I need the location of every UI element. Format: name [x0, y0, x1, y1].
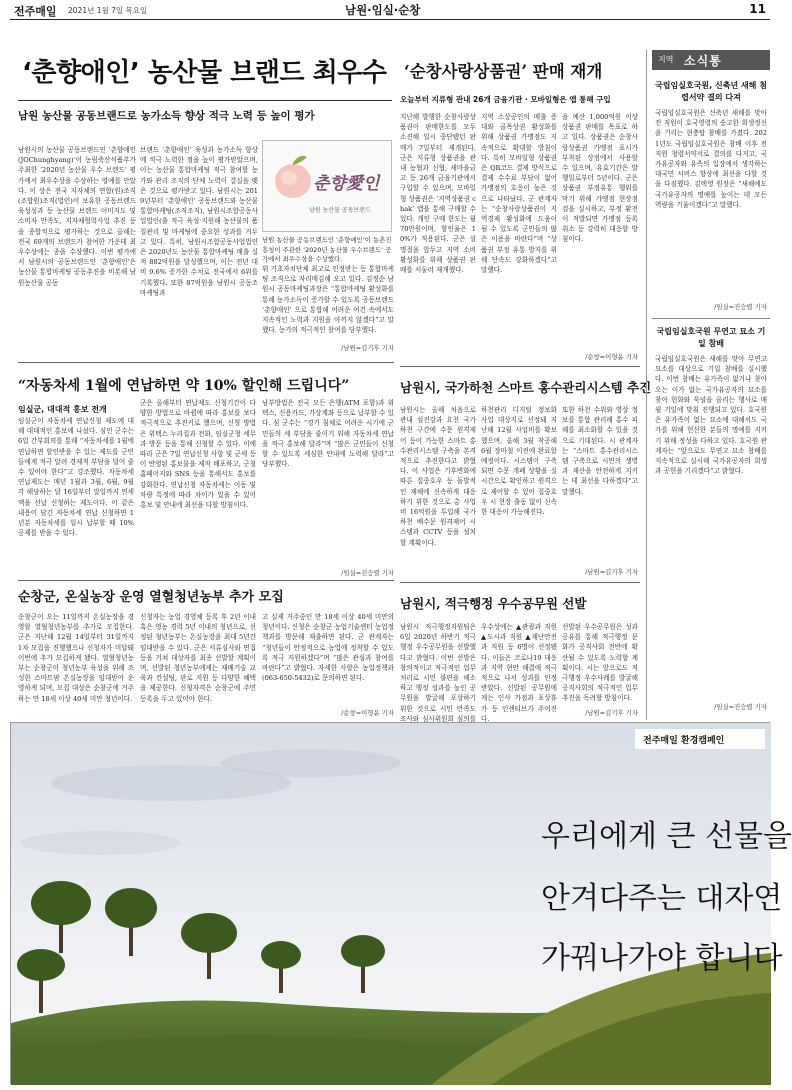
flood-col-2: 하천관리 디지털 정보화 사업 대상지로 선정돼 지난해 12월 사업비를 확보했으며, 올해 3월 착공해 6월 장마철 이전에 완료할 예정이다. 시스템이 구축되면 수문 개폐 상황을 실시간으로 확인하고 원격으로 제어할 수 있어 집중호우 시 현장 출동 없이 신속한 대응이 가능해진다.	[481, 406, 557, 517]
voucher-col-2: 지역 소상공인의 매출 증대와 골목상권 활성화를 위해 상품권 가맹점도 지속적으로 확대할 방침이다. 특히 모바일형 상품권은 QR코드 결제 방식으로 결제 수수료 부담이 없어 가맹점의 호응이 높은 것으로 나타났다. 군 관계자는 “순창사랑상품권이 지역경제 활성화에 도움이 될 수 있도록 군민들의 많은 이용을 바란다”며 “상품권 부정 유통 방지를 위해 단속도 강화하겠다”고 말했다.	[481, 113, 557, 275]
lead-photo-caption: 남원 농산물 공동브랜드인 ‘춘향애인’이 농촌진흥청이 주관한 ‘2020년 농산물 우수브랜드’ 공가에서 최우수상을 수상했다.	[262, 236, 392, 263]
lead-rule	[18, 100, 392, 101]
sidebar-item2-byline: /임실=진승렬 기자	[714, 703, 767, 711]
youth-col-3: 고 실제 거주중인 만 18세 이상 40세 미만의 청년이다. 신청은 순창군 농업기술센터 농업정책과를 방문해 제출하면 된다. 군 관계자는 “청년들이 안정적으로 농업에 정착할 수 있도록 적극 지원하겠다”며 “많은 관심과 참여를 바란다”고 밝혔다. 자세한 사항은 농업정책과(063-650-5432)로 문의하면 된다.	[262, 613, 394, 683]
flood-headline: 남원시, 국가하천 스마트 홍수관리시스템 추진	[400, 380, 652, 395]
cheap-col-1: 임실군이 자동차세 연납신청 제도에 대해 대대적인 홍보에 나섰다. 심민 군수는 6일 간부회의를 통해 “자동차세를 1월에 연납하면 할인받을 수 있는 제도를 군민들에게 적극 알려 경제적 부담을 덜어 줄 수 있어야 한다”고 강조했다. 자동차세 연납제도는 매년 1월과 3월, 6월, 9월 각 해당하는 달 16일부터 말일까지 연세액을 선납 신청하는 제도이다. 이 같은 내용이 담긴 자동차세 연납 신청하면 1년분 자동차세를 일시 납부할 때 10% 공제를 받을 수 있다.	[18, 417, 134, 538]
divider-b	[400, 366, 640, 367]
campaign-line-1: 우리에게 큰 선물을	[541, 819, 792, 854]
lead-col-3: 위 기초자치단체 최고로 인정받는 등 통합마케팅 조직으로 자리매김해 오고 있다. 김정순 남원시 공동마케팅과장은 “통합마케팅 활성화를 통해 농가소득이 증가할 수 있도록 공동브랜드 ‘춘향애인’ 으로 통합해 어려운 여건 속에서도 지속적인 노력과 지원을 아끼지 않겠다”고 말했다. 농가의 적극적인 참여를 당부했다.	[262, 265, 394, 335]
campaign-line-3: 가꿔나가야 합니다	[541, 941, 783, 976]
sidebar-label: 소식통	[684, 54, 722, 68]
official-headline: 남원시, 적극행정 우수공무원 선발	[400, 596, 587, 611]
voucher-byline: /순창=이형윤 기자	[585, 353, 638, 361]
lead-byline: /남원=김기후 기자	[341, 344, 394, 352]
lead-col-1: 남원시의 농산물 공동브랜드인 ‘춘향애인(JOChunghyang)’이 농림축산식품부가 주최한 ‘2020년 농산물 우수 브랜드’ 평가에서 최우수상을 수상하는 영예를 안았다. 이 상은 전국 지자체의 연합(원)조직(조합원)조직(법인)이 보유한 공동브랜드 육성성과 등 농산물 브랜드 이미지도 및 소비자 만족도, 지자체협력사업 추진 등을 종합적으로 평가하는 것으로 올해는 전국 69개의 브랜드가 참여한 가운데 최우수상에는 종을 수상했다. 이번 평가에서 남원시의 공동브랜드인 ‘춘향애인’은 농산물 통합마케팅 공동추진을 비롯해 남원농산물 공동	[18, 146, 136, 287]
sidebar-tag: 지역	[658, 55, 674, 64]
official-col-2: 우수상에는 ▲관광과 직원 ▲도시과 직원 ▲재난안전과 직원 등 6명이 선정됐다. 이들은 코로나19 대응과 지역 현안 해결에 적극적으로 나서 성과를 인정받았다. 선발된 공무원에게는 인사 가점과 포상휴가 등 인센티브가 주어진다.	[481, 623, 557, 723]
lead-logo-image	[262, 140, 392, 232]
divider-c	[18, 580, 394, 581]
page-number: 11	[749, 2, 766, 16]
masthead-paper: 전주매일	[14, 5, 57, 18]
masthead-section: 남원·임실·순창	[345, 3, 421, 17]
sidebar-item2-title: 국립임실호국원 무연고 묘소 기일 참배	[656, 327, 766, 348]
campaign-label: 전주매일 환경캠페인	[643, 736, 725, 746]
campaign-line-2: 안겨다주는 대자연	[541, 881, 783, 916]
divider-d	[400, 582, 640, 583]
campaign-ad	[10, 722, 792, 1084]
official-col-3: 선발된 우수공무원은 성과 공유를 통해 적극행정 문화가 공직사회 전반에 확산될 수 있도록 노력할 계획이다. 시는 앞으로도 적극행정 우수사례를 발굴해 공직사회의 적극적인 업무 추진을 독려할 방침이다.	[562, 623, 638, 703]
masthead	[10, 0, 770, 20]
youth-col-2: 신청자는 농업 경영체 등록 후 2년 이내 혹은 영농 경력 5년 이내의 청년으로, 선정된 청년농부는 온실농장을 최대 5년간 임대받을 수 있다. 군은 서류심사와 면접 등을 거쳐 대상자를 최종 선발할 계획이며, 선발된 청년농부에게는 재배기술 교육과 컨설팅, 판로 지원 등 다양한 혜택을 제공한다. 신청자격은 순창군에 주민등록을 두고 있어야 한다.	[140, 613, 256, 703]
lead-col-2: 브랜드 ‘춘향애인’ 육성과 농가소득 향상에 적극 노력한 점을 높이 평가받았으며, 이는 농산물 통합마케팅 적극 참여할 농가와 관리 조직의 단체 노력이 결실을 맺은 것으로 평가받고 있다. 남원시는 2019년부터 ‘춘향애인’ 공동브랜드와 농산물통합마케팅(조직조직), 남원시조합공동사업법인(출 적극 육성·지원해 농산물의 품질관리 및 마케팅에 중요한 성과를 거두고 있다. 특히, 남원시조합공동사업법인은 2020년도 농산물 통합마케팅 매출 실적 882억원을 달성했으며, 이는 전년 대비 9.6% 증가한 수치로 전국에서 6위를 기록했다. 또한 87억원을 남원시 공동조 마케팅과	[140, 146, 258, 297]
youth-headline: 순창군, 온실농장 운영 열혈청년농부 추가 모집	[18, 590, 284, 605]
youth-col-1: 순창군이 오는 11일까지 온실농장을 경영할 열혈청년농부를 추가로 모집한다. 군은 지난해 12월 14일부터 31일까지 1차 모집을 진행했으나 신청자가 미달돼 이번에 추가 모집하게 됐다. 열혈청년농부는 순창군이 청년농부 육성을 위해 조성한 스마트팜 온실농장을 임대받아 운영하게 되며, 모집 대상은 순창군에 거주하는 만 18세 이상 40세 미만 청년이다.	[18, 613, 134, 703]
cheap-col-2: 군은 올해부터 연납제도 신청기간이 다양한 방법으로 바뀜에 따라 홍보를 보다 적극적으로 추진키로 했으며, 신청 방법은 위택스 누리집과 전화, 임실군청 세무과 방문 등을 통해 신청할 수 있다. 이에 따라 군은 7일 연납신청 사항 및 군세 등이 반영된 홍보물을 제작 배포하고, 군청 홈페이지와 SNS 등을 통해서도 홍보를 강화한다. 연납신청 자동차세는 이동 및 차량 특정에 따라 차이가 있을 수 있어 홍보 및 안내에 최선을 다할 방침이다.	[140, 399, 256, 510]
logo-text: 춘향愛인	[313, 174, 380, 194]
lead-headline: ‘춘향애인’ 농산물 브랜드 최우수	[22, 58, 387, 88]
cheap-byline: /임실=진승렬 기자	[341, 569, 394, 577]
official-col-1: 남원시 적극행정지원팀은 6일 2020년 하반기 적극행정 우수공무원을 선발했다고 밝혔다. 이번 선발은 창의적이고 적극적인 업무 처리로 시민 불편을 해소하고 행정 성과를 높인 공무원을 발굴해 포상하기 위한 것으로 시민 만족도 조사와 심사위원회 심의를	[400, 623, 476, 723]
sidebar-item1-title: 국립임실호국원, 신축년 새해 첨렵서약 결의 다져	[655, 81, 767, 102]
voucher-col-1: 지난해 발행한 순창사랑상품권이 판매한도를 모두 소진해 일시 중단됐던 판매가 7일부터 재개된다. 군은 지류형 상품권을 관내 농협과 신협, 새마을금고 등 26개 금융기관에서 구입할 수 있으며, 모바일형 상품권은 ‘지역상품권 chak’ 앱을 통해 구매할 수 있다. 개인 구매 한도는 월 70만원이며, 할인율은 10%가 적용된다. 군은 설 명절을 앞두고 지역 소비 활성화를 위해 상품권 판매를 서둘러 재개했다.	[400, 113, 476, 275]
masthead-date: 2021년 1월 7일 목요일	[68, 6, 148, 15]
youth-byline: /순창=이형윤 기자	[341, 709, 394, 717]
sidebar-item1-byline: /임실=진승렬 기자	[714, 303, 767, 311]
sidebar-item2-body: 국립임실호국원은 새해를 맞아 무연고 묘소를 대상으로 기일 참배를 실시했다. 이번 참배는 유가족이 없거나 찾아오는 이가 없는 국가유공자의 묘소를 찾아 헌화와 묵념을 올리는 행사로 매월 기일에 맞춰 진행되고 있다. 호국원은 유가족이 없는 묘소에 대해서도 국가를 위해 헌신한 분들의 명예를 지키기 위해 정성을 다하고 있다. 호국원 관계자는 “앞으로도 무연고 묘소 참배를 지속적으로 실시해 국가유공자의 희생과 공헌을 기리겠다”고 밝혔다.	[655, 355, 767, 476]
cheap-headline: “자동차세 1월에 연납하면 약 10% 할인해 드립니다”	[18, 378, 350, 394]
flood-col-1: 남원시는 올해 처음으로 관내 섬진강과 요천 국가하천 구간에 수문 원격제어 등이 가능한 스마트 홍수관리시스템 구축을 본격적으로 추진한다고 밝혔다. 이 사업은 기후변화에 따른 집중호우 등 돌발적인 재해에 신속하게 대응하기 위한 것으로 총 사업비 16억원을 투입해 국가하천 배수문 원격제어 시스템과 CCTV 등을 설치할 계획이다.	[400, 406, 476, 547]
voucher-sub: 오늘부터 지류형 관내 26개 금융기관 · 모바일형은 앱 통해 구입	[400, 95, 611, 104]
logo-caption: 남원 농산물 공동브랜드	[309, 207, 371, 214]
lead-subheadline: 남원 농산물 공동브랜드로 농가소득 향상 적극 노력 등 높이 평가	[18, 110, 315, 122]
official-byline: /남원=김기후 기자	[585, 709, 638, 717]
flood-col-3: 또한 하천 수위와 영상 정보를 통합 관리해 홍수 피해를 최소화할 수 있을 것으로 기대된다. 시 관계자는 “스마트 홍수관리시스템 구축으로 시민의 생명과 재산을 안전하게 지키는 데 최선을 다하겠다”고 말했다.	[562, 406, 638, 496]
sidebar-divider	[652, 318, 770, 319]
sidebar-rule	[646, 50, 647, 720]
voucher-col-3: 을 예산 1,000억원 이상 상품권 판매를 목표로 하고 있다. 상품권은 순창사랑상품권 가맹점 표시가 부착된 상점에서 사용할 수 있으며, 유효기간은 발행일로부터 5년이다. 군은 상품권 부정유통 행위를 막기 위해 가맹점 현장점검을 실시하고, 부정 환전이 적발되면 가맹점 등록 취소 등 강력히 대응할 방침이다.	[562, 113, 638, 244]
voucher-headline: ‘순창사랑상품권’ 판매 재개	[404, 62, 603, 81]
campaign-label-box	[635, 729, 765, 749]
flood-byline: /남원=김기후 기자	[585, 568, 638, 576]
divider-a	[18, 362, 394, 363]
cheap-sub: 임실군, 대대적 홍보 전개	[18, 405, 107, 414]
sidebar-item1-body: 국립임실호국원은 신축년 새해를 맞아 전 직원이 호국영령의 숭고한 희생정신을 기리는 현충탑 참배를 가졌다. 2021년도 국립임실호국원은 참배 이후 전 직원 청렴서약서로 결의를 다지고, 국가유공자와 유족의 입장에서 생각하는 대국민 서비스 향상에 최선을 다할 것을 다짐했다. 김택영 원장은 “새해에도 국가유공자의 명예를 높이는 데 모든 역량을 기울이겠다”고 말했다.	[655, 109, 767, 209]
cheap-col-3: 남부방법은 전국 모든 은행(ATM 포함)과 위택스, 신용카드, 가상계좌 등으로 납부할 수 있다. 심 군수는 “경기 침체로 어려운 시기에 군민들의 세 부담을 줄이기 위해 자동차세 연납을 적극 홍보해 달라”며 “많은 군민들이 신청할 수 있도록 세심한 안내에 노력해 달라”고 당부했다.	[262, 399, 394, 469]
sidebar-header	[652, 50, 770, 70]
